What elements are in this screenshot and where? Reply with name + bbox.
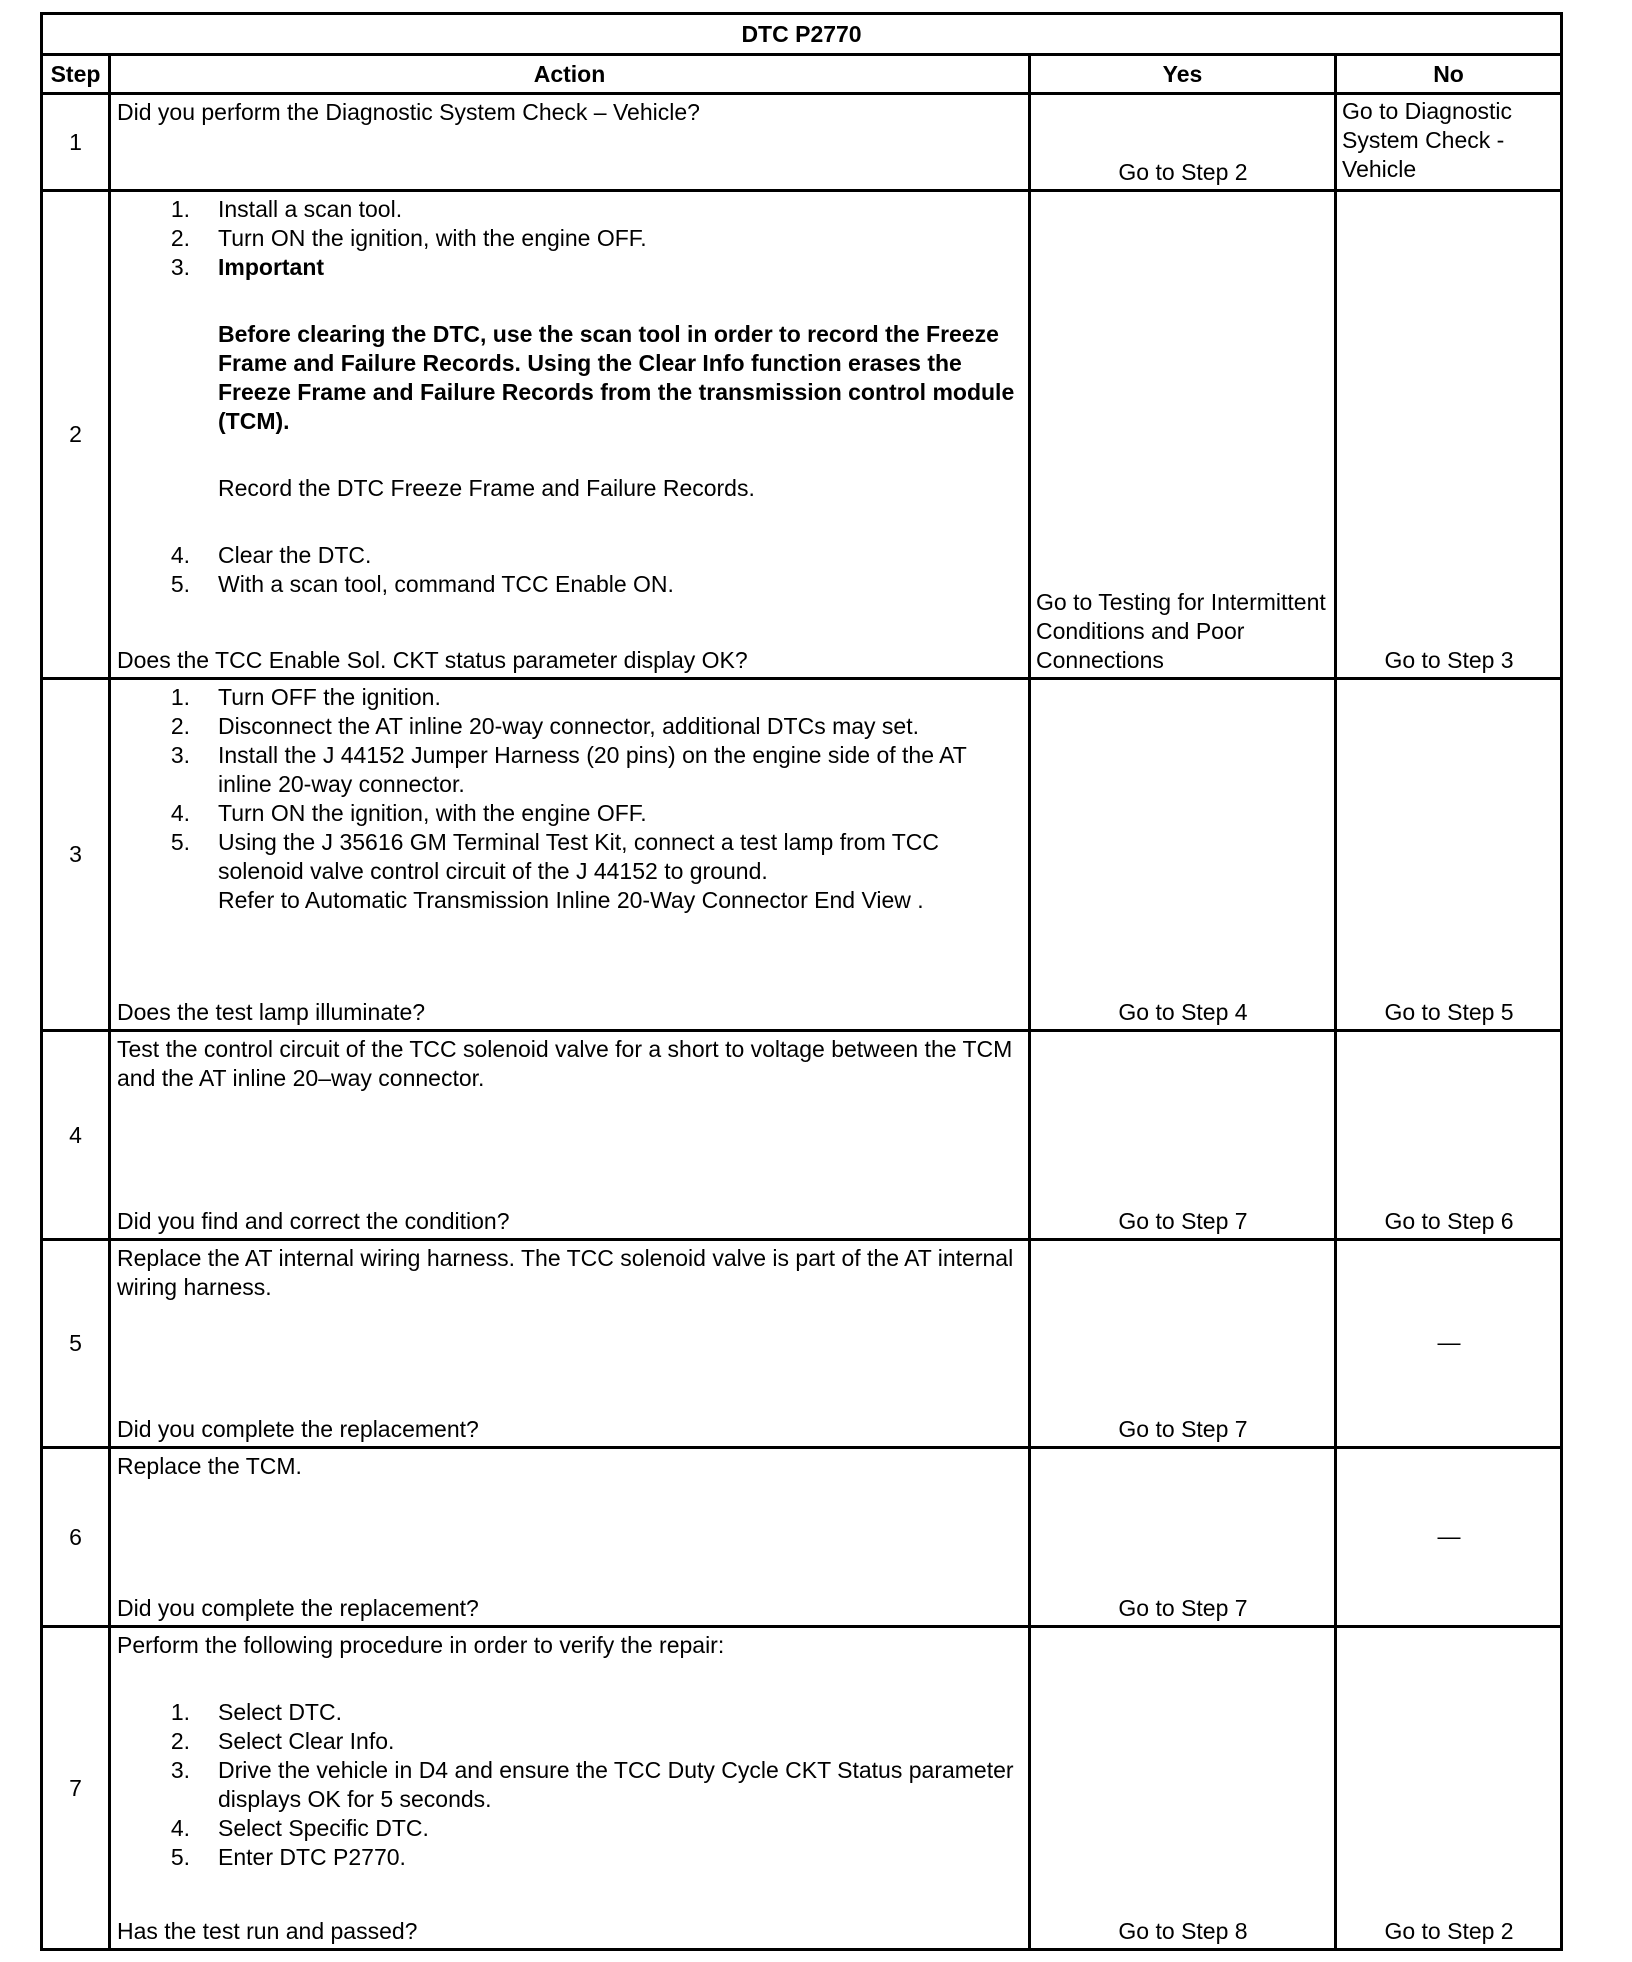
question-text: Did you complete the replacement? <box>117 1595 479 1621</box>
table-row <box>42 191 1562 679</box>
action-text: Replace the AT internal wiring harness. The TCC solenoid valve is part of the AT internal wiring harness. <box>117 1245 1014 1300</box>
table-title-row <box>42 14 1562 55</box>
step-number: 4 <box>42 1031 110 1240</box>
no-cell: Go to Step 6 <box>1336 1031 1562 1240</box>
list-item: 4. Select Specific DTC. <box>170 1815 429 1841</box>
table-row <box>42 1448 1562 1627</box>
action-text: Replace the TCM. <box>117 1453 302 1479</box>
procedure-list <box>117 195 1022 282</box>
list-item: 5. With a scan tool, command TCC Enable ON. <box>170 571 674 597</box>
yes-cell: Go to Step 2 <box>1030 94 1336 191</box>
yes-cell: Go to Step 4 <box>1030 679 1336 1031</box>
procedure-list <box>117 541 1022 599</box>
important-label: Important <box>218 254 325 280</box>
action-cell <box>110 1627 1030 1950</box>
step-number: 5 <box>42 1240 110 1448</box>
question-text: Has the test run and passed? <box>117 1918 418 1944</box>
action-cell <box>110 1031 1030 1240</box>
diagnostic-table-container <box>40 12 1560 1951</box>
yes-cell: Go to Step 7 <box>1030 1448 1336 1627</box>
no-cell: Go to Step 3 <box>1336 191 1562 679</box>
yes-cell: Go to Step 7 <box>1030 1240 1336 1448</box>
yes-cell: Go to Step 7 <box>1030 1031 1336 1240</box>
action-cell <box>110 191 1030 679</box>
list-item: 1. Select DTC. <box>170 1699 342 1725</box>
list-item: 3. Drive the vehicle in D4 and ensure the TCC Duty Cycle CKT Status parameter displays OK for 5 seconds. <box>170 1757 1014 1812</box>
no-cell: — <box>1336 1448 1562 1627</box>
action-text: Did you perform the Diagnostic System Check – Vehicle? <box>117 99 700 125</box>
header-row <box>42 55 1562 94</box>
yes-cell: Go to Testing for Intermittent Conditions and Poor Connections <box>1030 191 1336 679</box>
list-item: 5. Enter DTC P2770. <box>170 1844 406 1870</box>
list-item: 5. Using the J 35616 GM Terminal Test Kit, connect a test lamp from TCC solenoid valve control circuit of the J 44152 to ground. <box>170 829 939 884</box>
list-item: 1. Install a scan tool. <box>170 196 403 222</box>
question-text: Does the TCC Enable Sol. CKT status parameter display OK? <box>117 647 748 673</box>
no-cell: Go to Step 2 <box>1336 1627 1562 1950</box>
header-step: Step <box>42 55 110 94</box>
action-text: Perform the following procedure in order to verify the repair: <box>117 1632 725 1658</box>
list-item: 3. Important <box>117 253 1022 282</box>
action-cell <box>110 1240 1030 1448</box>
important-note: Before clearing the DTC, use the scan tool in order to record the Freeze Frame and Failure Records. Using the Clear Info function erases the Freeze Frame and Failure Records from the transmission control module (TCM). <box>218 321 1015 434</box>
refer-note: Refer to Automatic Transmission Inline 20-Way Connector End View . <box>218 887 924 913</box>
no-cell: — <box>1336 1240 1562 1448</box>
table-row <box>42 679 1562 1031</box>
action-cell <box>110 679 1030 1031</box>
list-item: 3. Install the J 44152 Jumper Harness (20 pins) on the engine side of the AT inline 20-way connector. <box>170 742 967 797</box>
header-no: No <box>1336 55 1562 94</box>
step-number: 1 <box>42 94 110 191</box>
procedure-list <box>117 1698 1022 1872</box>
list-item: 4. Clear the DTC. <box>170 542 372 568</box>
question-text: Did you find and correct the condition? <box>117 1208 510 1234</box>
header-yes: Yes <box>1030 55 1336 94</box>
record-note: Record the DTC Freeze Frame and Failure Records. <box>218 475 755 501</box>
step-number: 2 <box>42 191 110 679</box>
action-cell <box>110 1448 1030 1627</box>
action-cell <box>110 94 1030 191</box>
diagnostic-table <box>40 12 1563 1951</box>
list-item: 4. Turn ON the ignition, with the engine OFF. <box>170 800 647 826</box>
procedure-list <box>117 683 1022 886</box>
step-number: 7 <box>42 1627 110 1950</box>
no-cell: Go to Step 5 <box>1336 679 1562 1031</box>
question-text: Did you complete the replacement? <box>117 1416 479 1442</box>
action-text: Test the control circuit of the TCC solenoid valve for a short to voltage between the TCM and the AT inline 20–way connector. <box>117 1036 1013 1091</box>
list-item: 2. Turn ON the ignition, with the engine OFF. <box>170 225 647 251</box>
list-item: 1. Turn OFF the ignition. <box>170 684 441 710</box>
header-action: Action <box>110 55 1030 94</box>
table-row <box>42 1031 1562 1240</box>
step-number: 6 <box>42 1448 110 1627</box>
no-cell: Go to Diagnostic System Check - Vehicle <box>1336 94 1562 191</box>
list-item: 2. Disconnect the AT inline 20-way connector, additional DTCs may set. <box>170 713 919 739</box>
list-item: 2. Select Clear Info. <box>170 1728 395 1754</box>
question-text: Does the test lamp illuminate? <box>117 999 426 1025</box>
table-row <box>42 94 1562 191</box>
table-title: DTC P2770 <box>42 14 1562 55</box>
table-row <box>42 1627 1562 1950</box>
step-number: 3 <box>42 679 110 1031</box>
yes-cell: Go to Step 8 <box>1030 1627 1336 1950</box>
table-row <box>42 1240 1562 1448</box>
